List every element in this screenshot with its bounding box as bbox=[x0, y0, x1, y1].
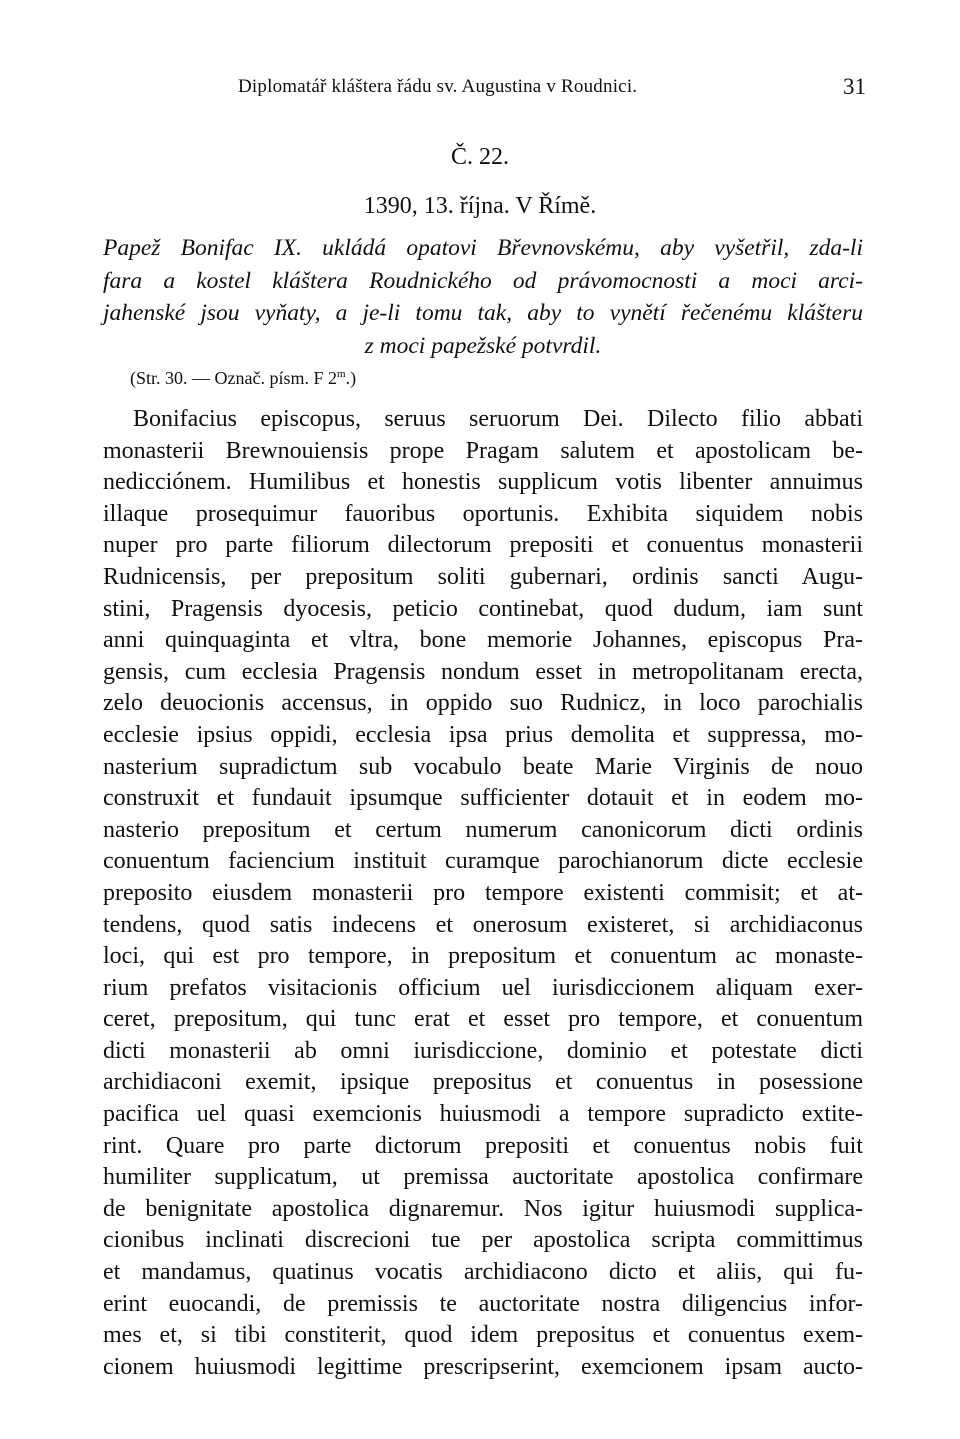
body-line: zelo deuocionis accensus, in oppido suo Rudnicz, in loco parochialis bbox=[103, 690, 863, 717]
body-line: et mandamus, quatinus vocatis archidiacono dicto et aliis, qui fu- bbox=[103, 1259, 863, 1286]
body-line: archidiaconi exemit, ipsique prepositus et conuentus in posessione bbox=[103, 1069, 863, 1096]
body-line: cionem huiusmodi legittime prescripserint, exemcionem ipsam aucto- bbox=[103, 1353, 863, 1380]
body-line: pacifica uel quasi exemcionis huiusmodi a tempore supradicto extite- bbox=[103, 1101, 863, 1128]
body-line: conuentum faciencium instituit curamque parochianorum dicte ecclesie bbox=[103, 848, 863, 875]
body-line: nuper pro parte filiorum dilectorum prepositi et conuentus monasterii bbox=[103, 532, 863, 559]
summary-line: Papež Bonifac IX. ukládá opatovi Břevnovskému, aby vyšetřil, zda-li bbox=[103, 235, 863, 261]
body-line: tendens, quod satis indecens et onerosum existeret, si archidiaconus bbox=[103, 911, 863, 938]
body-line: anni quinquaginta et vltra, bone memorie Johannes, episcopus Pra- bbox=[103, 627, 863, 654]
body-line: ecclesie ipsius oppidi, ecclesia ipsa prius demolita et suppressa, mo- bbox=[103, 721, 863, 748]
body-line: monasterii Brewnouiensis prope Pragam salutem et apostolicam be- bbox=[103, 437, 863, 464]
body-line: humiliter supplicatum, ut premissa auctoritate apostolica confirmare bbox=[103, 1164, 863, 1191]
body-line: construxit et fundauit ipsumque sufficienter dotauit et in eodem mo- bbox=[103, 785, 863, 812]
document-number: Č. 22. bbox=[450, 144, 509, 170]
body-line: stini, Pragensis dyocesis, peticio continebat, quod dudum, iam sunt bbox=[103, 595, 863, 622]
body-line: nasterio prepositum et certum numerum canonicorum dicti ordinis bbox=[103, 816, 863, 843]
body-line: gensis, cum ecclesia Pragensis nondum esset in metropolitanam erecta, bbox=[103, 658, 863, 685]
summary-line: z moci papežské potvrdil. bbox=[364, 332, 602, 359]
body-line: erint euocandi, de premissis te auctoritate nostra diligencius infor- bbox=[103, 1290, 863, 1317]
source-note-superscript: m bbox=[337, 368, 346, 380]
source-note bbox=[130, 368, 356, 389]
body-line: Rudnicensis, per prepositum soliti gubernari, ordinis sancti Augu- bbox=[103, 563, 863, 590]
document-dateline: 1390, 13. října. V Římě. bbox=[363, 193, 597, 219]
body-line: preposito eiusdem monasterii pro tempore existenti commisit; et at- bbox=[103, 879, 863, 906]
body-line: cionibus inclinati discrecioni tue per apostolica scripta committimus bbox=[103, 1227, 863, 1254]
source-note-text: (Str. 30. — Označ. písm. F 2 bbox=[130, 368, 337, 388]
body-line: Bonifacius episcopus, seruus seruorum Dei. Dilecto filio abbati bbox=[133, 406, 863, 432]
czech-summary bbox=[103, 232, 863, 362]
body-line: rium prefatos visitacionis officium uel iurisdiccionem aliquam exer- bbox=[103, 974, 863, 1001]
body-line: loci, qui est pro tempore, in prepositum et conuentum ac monaste- bbox=[103, 943, 863, 970]
summary-line: fara a kostel kláštera Roudnického od právomocnosti a moci arci- bbox=[103, 267, 863, 294]
running-header bbox=[238, 72, 878, 106]
latin-body-text bbox=[103, 404, 863, 1383]
body-line: nedicciónem. Humilibus et honestis supplicum votis libenter annuimus bbox=[103, 469, 863, 496]
body-line: rint. Quare pro parte dictorum prepositi et conuentus nobis fuit bbox=[103, 1132, 863, 1159]
body-line: mes et, si tibi constiterit, quod idem prepositus et conuentus exem- bbox=[103, 1322, 863, 1349]
body-line: dicti monasterii ab omni iurisdiccione, dominio et potestate dicti bbox=[103, 1037, 863, 1064]
page-number: 31 bbox=[843, 74, 866, 99]
summary-line: jahenské jsou vyňaty, a je-li tomu tak, aby to vynětí řečenému klášteru bbox=[103, 300, 863, 326]
source-note-closing: .) bbox=[345, 368, 357, 388]
body-line: nasterium supradictum sub vocabulo beate Marie Virginis de nouo bbox=[103, 753, 863, 780]
body-line: de benignitate apostolica dignaremur. Nos igitur huiusmodi supplica- bbox=[103, 1195, 863, 1222]
running-title: Diplomatář kláštera řádu sv. Augustina v Roudnici. bbox=[238, 76, 638, 97]
body-line: ceret, prepositum, qui tunc erat et esset pro tempore, et conuentum bbox=[103, 1006, 863, 1033]
body-line: illaque prosequimur fauoribus oportunis. Exhibita siquidem nobis bbox=[103, 500, 863, 527]
